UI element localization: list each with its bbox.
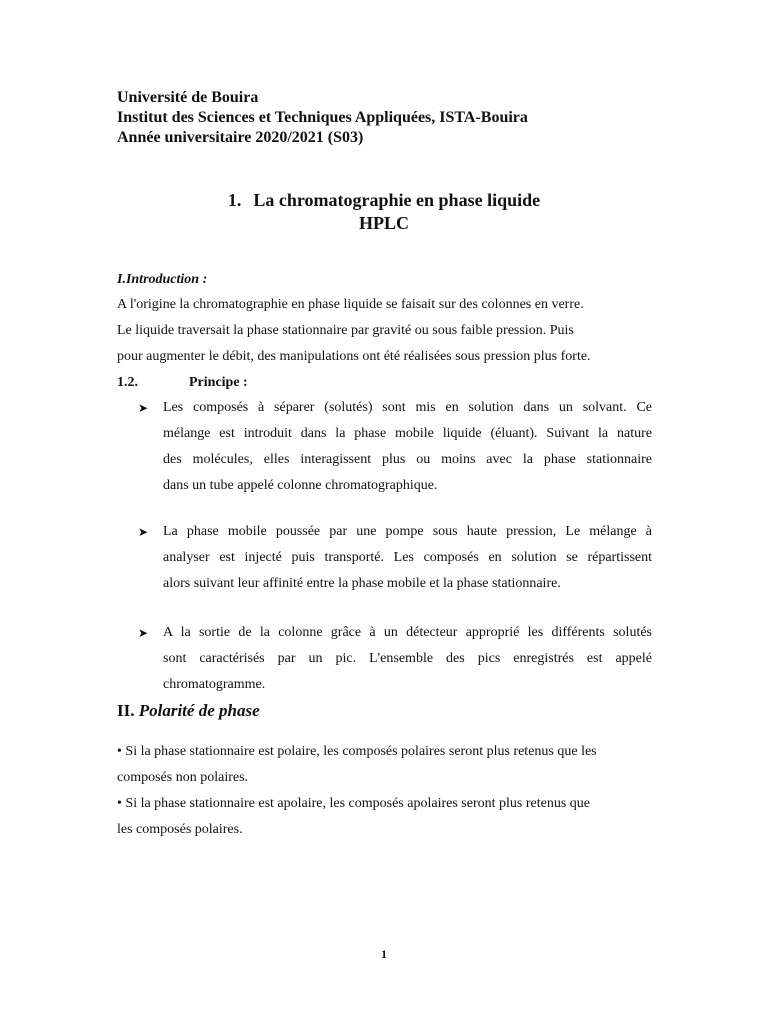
- bullet-line: chromatogramme.: [163, 677, 266, 692]
- title-text: La chromatographie en phase liquide: [253, 190, 541, 210]
- intro-heading: I.Introduction :: [117, 272, 208, 287]
- intro-line: A l'origine la chromatographie en phase liquide se faisait sur des colonnes en verre.: [117, 297, 584, 312]
- polarite-line: composés non polaires.: [117, 770, 249, 785]
- academic-year: Année universitaire 2020/2021 (S03): [117, 129, 364, 146]
- polarite-number: II.: [117, 701, 135, 720]
- intro-line: Le liquide traversait la phase stationnaire par gravité ou sous faible pression. Puis: [117, 323, 574, 338]
- bullet-line: A la sortie de la colonne grâce à un détecteur approprié les différents solutés: [163, 625, 652, 640]
- bullet-line: mélange est introduit dans la phase mobile liquide (éluant). Suivant la nature: [163, 426, 652, 441]
- university-name: Université de Bouira: [117, 89, 259, 106]
- title-number: 1.: [227, 190, 242, 210]
- polarite-line: • Si la phase stationnaire est polaire, les composés polaires seront plus retenus que les: [117, 744, 597, 759]
- principe-label: Principe :: [189, 375, 248, 390]
- bullet-line: alors suivant leur affinité entre la phase mobile et la phase stationnaire.: [163, 576, 561, 591]
- polarite-item: [117, 739, 651, 791]
- principe-number: 1.2.: [117, 375, 138, 390]
- institute-name: Institut des Sciences et Techniques Appliquées, ISTA-Bouira: [117, 109, 528, 126]
- intro-line: pour augmenter le débit, des manipulations ont été réalisées sous pression plus forte.: [117, 349, 591, 364]
- polarite-heading: [117, 700, 260, 722]
- document-header: [117, 88, 528, 148]
- document-title: [0, 189, 768, 235]
- polarite-line: • Si la phase stationnaire est apolaire, les composés apolaires seront plus retenus que: [117, 796, 590, 811]
- arrow-bullet-icon: ➤: [138, 525, 149, 539]
- title-subtitle: HPLC: [358, 213, 409, 233]
- arrow-bullet-icon: ➤: [138, 401, 149, 415]
- bullet-line: La phase mobile poussée par une pompe sous haute pression, Le mélange à: [163, 524, 652, 539]
- arrow-bullet-icon: ➤: [138, 626, 149, 640]
- bullet-body: [163, 620, 652, 698]
- polarite-item: [117, 791, 651, 843]
- bullet-body: [163, 519, 652, 597]
- polarite-label: Polarité de phase: [138, 701, 260, 720]
- bullet-line: sont caractérisés par un pic. L'ensemble des pics enregistrés est appelé: [163, 651, 652, 666]
- bullet-line: Les composés à séparer (solutés) sont mis en solution dans un solvant. Ce: [163, 400, 652, 415]
- principe-heading: [117, 374, 248, 392]
- polarite-line: les composés polaires.: [117, 822, 243, 837]
- bullet-line: dans un tube appelé colonne chromatographique.: [163, 478, 438, 493]
- bullet-line: analyser est injecté puis transporté. Les composés en solution se répartissent: [163, 550, 652, 565]
- bullet-line: des molécules, elles interagissent plus ou moins avec la phase stationnaire: [163, 452, 652, 467]
- page-number: 1: [381, 947, 387, 961]
- bullet-body: [163, 395, 652, 499]
- intro-paragraph: [117, 292, 651, 370]
